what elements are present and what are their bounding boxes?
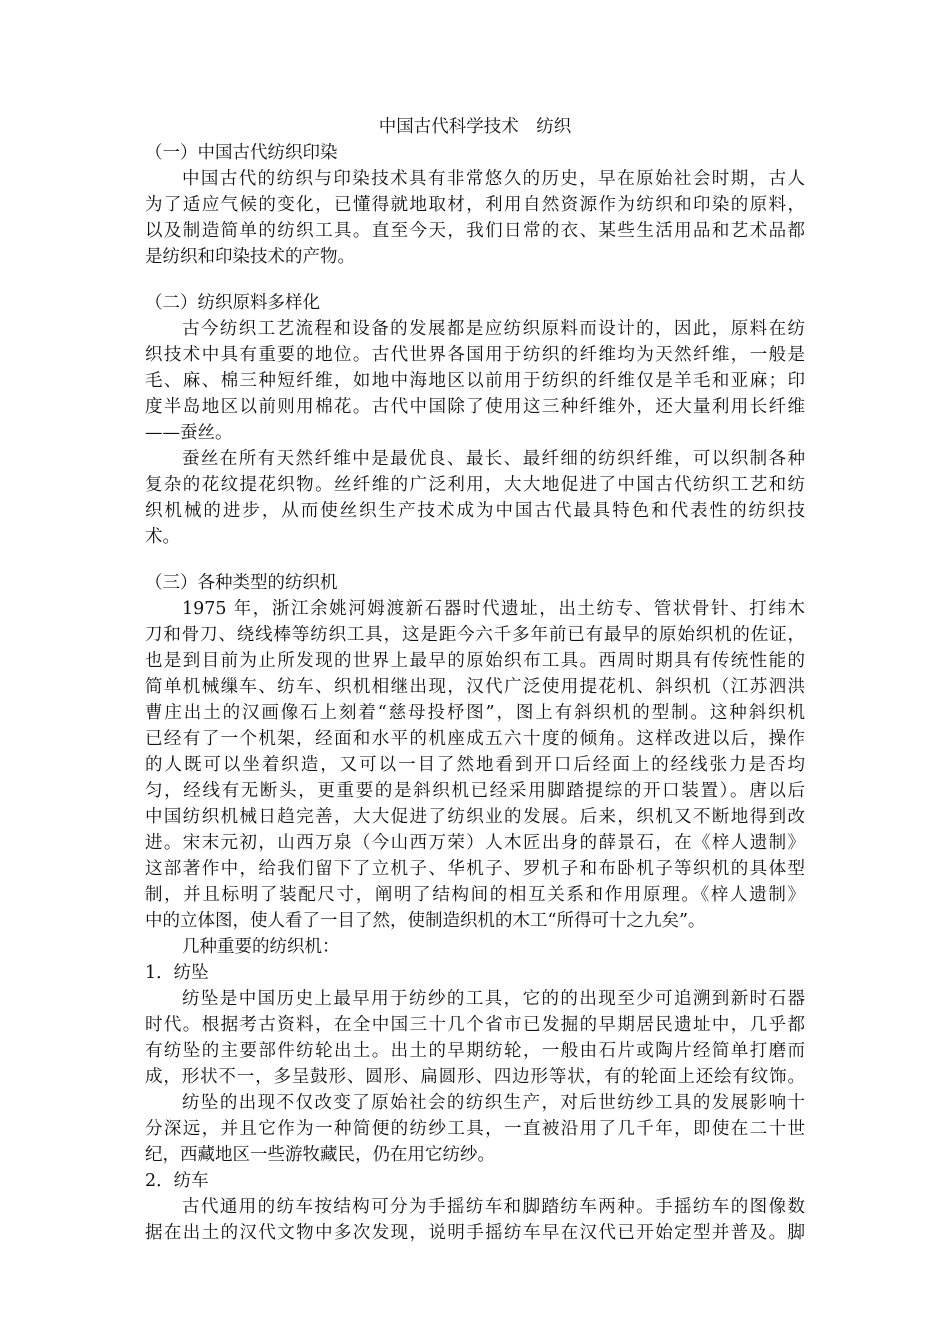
item-1-heading: 1．纺坠 xyxy=(145,963,209,983)
item1-p2-line-3: 纪，西藏地区一些游牧藏民，仍在用它纺纱。 xyxy=(145,1145,495,1165)
s2-p2-line-4: 术。 xyxy=(145,527,180,547)
item1-p1-line-3: 有纺坠的主要部件纺轮出土。出土的早期纺轮，一般由石片或陶片经简单打磨而 xyxy=(145,1041,805,1061)
item1-p1-line-1: 纺坠是中国历史上最早用于纺纱的工具，它的的出现至少可追溯到新时石器 xyxy=(182,989,805,1009)
section-3-heading: （三）各种类型的纺织机 xyxy=(145,573,338,593)
s3-p1-line-8: 匀，经线有无断头，更重要的是斜织机已经采用脚踏提综的开口装置）。唐以后 xyxy=(145,781,805,801)
s3-p1-line-6: 已经有了一个机架，经面和水平的机座成五六十度的倾角。这样改进以后，操作 xyxy=(145,729,805,749)
s3-p1-line-2: 刀和骨刀、绕线棒等纺织工具，这是距今六千多年前已有最早的原始织机的佐证， xyxy=(145,625,805,645)
s3-p1-line-10: 进。宋末元初，山西万泉（今山西万荣）人木匠出身的薛景石，在《梓人遗制》 xyxy=(145,833,805,853)
item1-p1-line-2: 时代。根据考古资料，在全中国三十几个省市已发掘的早期居民遗址中，几乎都 xyxy=(145,1015,805,1035)
s2-p1-line-5: ——蚕丝。 xyxy=(145,423,233,443)
s1-p1-line-1: 中国古代的纺织与印染技术具有非常悠久的历史，早在原始社会时期，古人 xyxy=(182,169,805,189)
s3-p1-line-5: 曹庄出土的汉画像石上刻着“慈母投杼图”，图上有斜织机的型制。这种斜织机 xyxy=(145,703,805,723)
item-2-heading: 2．纺车 xyxy=(145,1171,209,1191)
s3-p1-line-3: 也是到目前为止所发现的世界上最早的原始织布工具。西周时期具有传统性能的 xyxy=(145,651,805,671)
s2-p2-line-2: 复杂的花纹提花织物。丝纤维的广泛利用，大大地促进了中国古代纺织工艺和纺 xyxy=(145,475,805,495)
s3-p1-line-9: 中国纺织机械日趋完善，大大促进了纺织业的发展。后来，织机又不断地得到改 xyxy=(145,807,805,827)
s3-p1-line-4: 简单机械缫车、纺车、织机相继出现，汉代广泛使用提花机、斜织机（江苏泗洪 xyxy=(145,677,805,697)
s3-p1-line-12: 制，并且标明了装配尺寸，阐明了结构间的相互关系和作用原理。《梓人遗制》 xyxy=(145,885,805,905)
item2-p1-line-2: 据在出土的汉代文物中多次发现，说明手摇纺车早在汉代已开始定型并普及。脚 xyxy=(145,1223,805,1243)
page-title: 中国古代科学技术 纺织 xyxy=(378,117,572,137)
s3-p1-line-11: 这部著作中，给我们留下了立机子、华机子、罗机子和布卧机子等织机的具体型 xyxy=(145,859,805,879)
s2-p2-line-1: 蚕丝在所有天然纤维中是最优良、最长、最纤细的纺织纤维，可以织制各种 xyxy=(182,449,805,469)
s1-p1-line-2: 为了适应气候的变化，已懂得就地取材，利用自然资源作为纺织和印染的原料， xyxy=(145,195,805,215)
item2-p1-line-1: 古代通用的纺车按结构可分为手摇纺车和脚踏纺车两种。手摇纺车的图像数 xyxy=(182,1197,805,1217)
s2-p1-line-1: 古今纺织工艺流程和设备的发展都是应纺织原料而设计的，因此，原料在纺 xyxy=(182,319,805,339)
s3-p1-line-13: 中的立体图，使人看了一目了然，使制造织机的木工“所得可十之九矣”。 xyxy=(145,911,706,931)
s2-p1-line-3: 毛、麻、棉三种短纤维，如地中海地区以前用于纺织的纤维仅是羊毛和亚麻；印 xyxy=(145,371,805,391)
s1-p1-line-3: 以及制造简单的纺织工具。直至今天，我们日常的衣、某些生活用品和艺术品都 xyxy=(145,221,805,241)
s3-p1-line-7: 的人既可以坐着织造，又可以一目了然地看到开口后经面上的经线张力是否均 xyxy=(145,755,805,775)
section-1-heading: （一）中国古代纺织印染 xyxy=(145,143,338,163)
s1-p1-line-4: 是纺织和印染技术的产物。 xyxy=(145,247,355,267)
s2-p1-line-4: 度半岛地区以前则用棉花。古代中国除了使用这三种纤维外，还大量利用长纤维 xyxy=(145,397,805,417)
section-2-heading: （二）纺织原料多样化 xyxy=(145,293,320,313)
s2-p2-line-3: 织机械的进步，从而使丝织生产技术成为中国古代最具特色和代表性的纺织技 xyxy=(145,501,805,521)
item1-p2-line-1: 纺坠的出现不仅改变了原始社会的纺织生产，对后世纺纱工具的发展影响十 xyxy=(182,1093,805,1113)
s2-p1-line-2: 织技术中具有重要的地位。古代世界各国用于纺织的纤维均为天然纤维，一般是 xyxy=(145,345,805,365)
item1-p1-line-4: 成，形状不一，多呈鼓形、圆形、扁圆形、四边形等状，有的轮面上还绘有纹饰。 xyxy=(145,1067,805,1087)
s3-p2: 几种重要的纺织机： xyxy=(182,937,340,957)
s3-p1-line-1: 1975 年，浙江余姚河姆渡新石器时代遗址，出土纺专、管状骨针、打纬木 xyxy=(182,599,805,619)
item1-p2-line-2: 分深远，并且它作为一种简便的纺纱工具，一直被沿用了几千年，即使在二十世 xyxy=(145,1119,805,1139)
